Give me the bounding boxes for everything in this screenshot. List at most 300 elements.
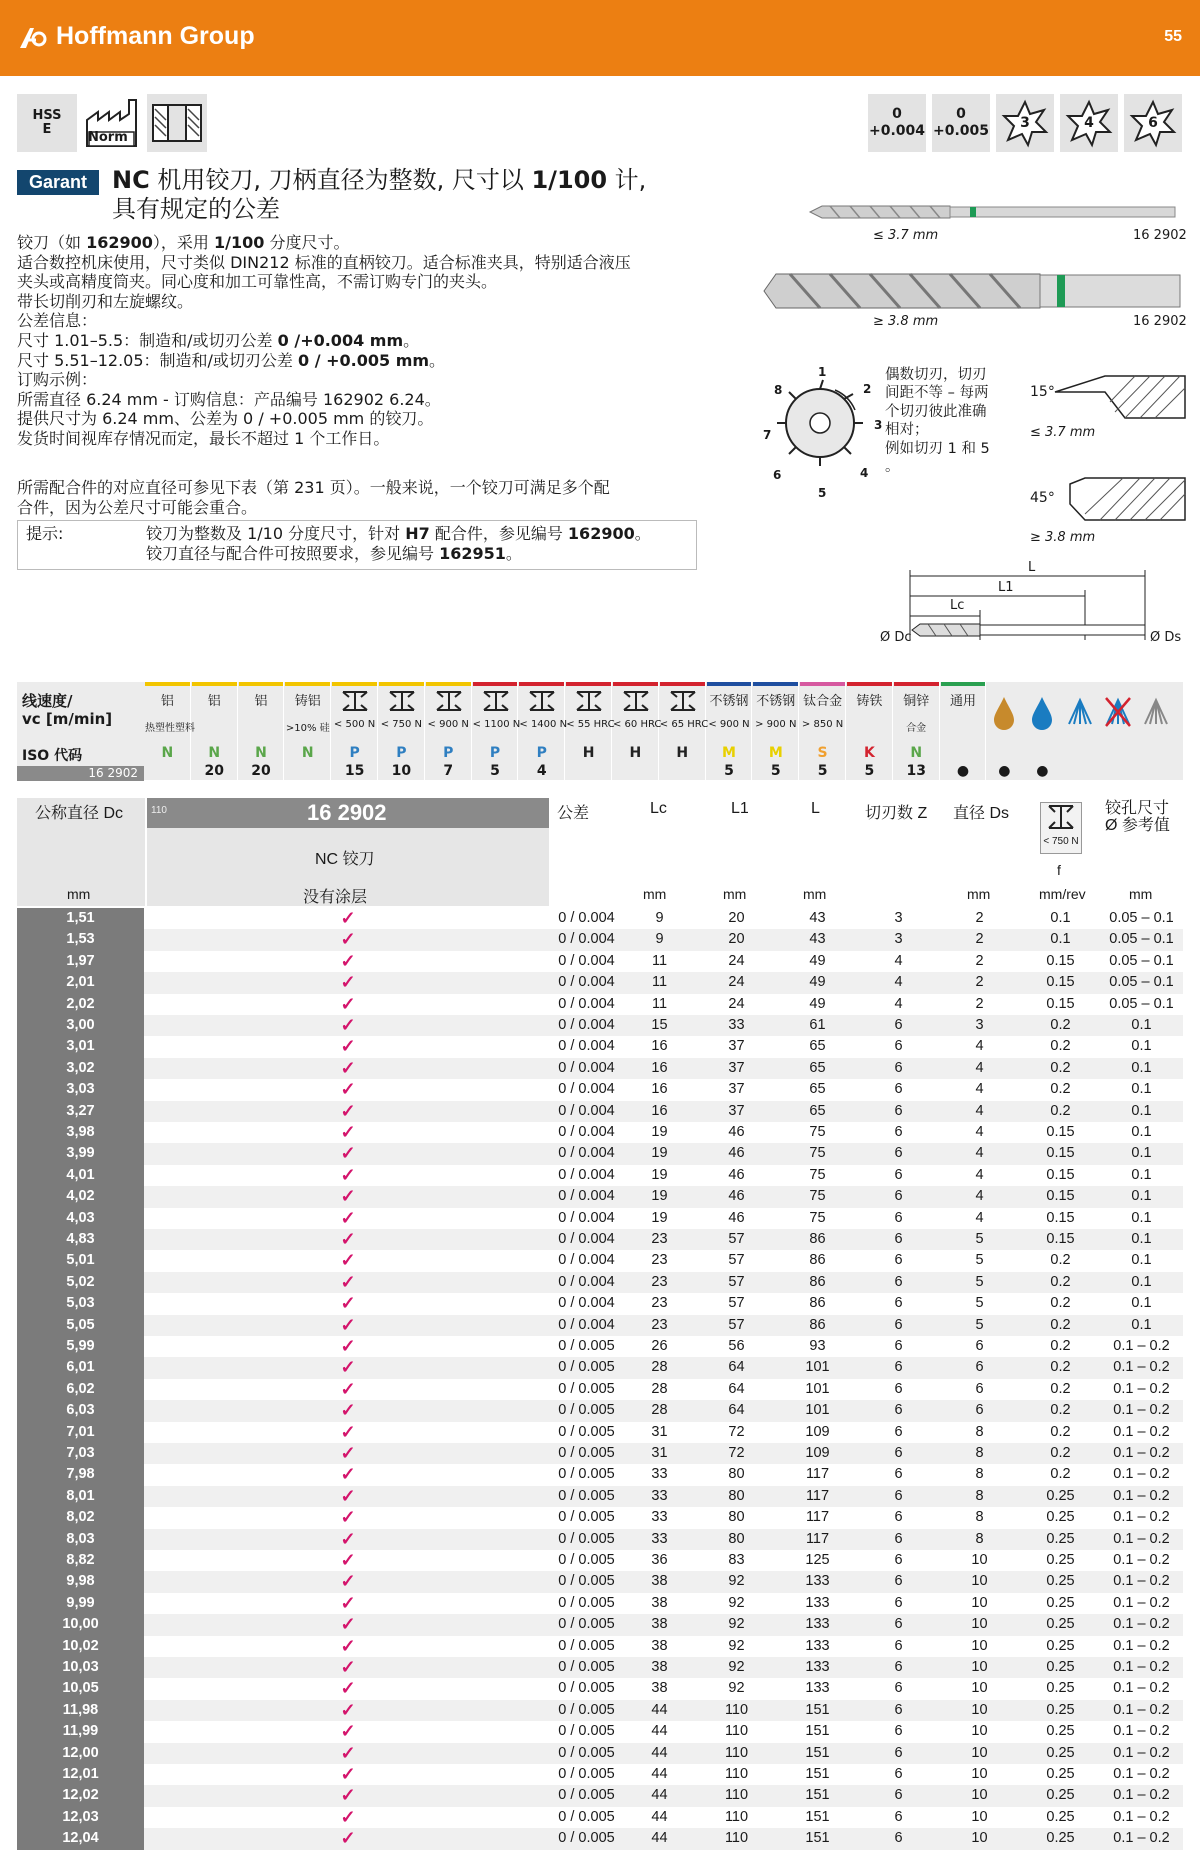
teeth-value: 6: [894, 1616, 903, 1633]
tolerance-value: 0 / 0.004: [558, 1209, 615, 1226]
cutting-speed-value: 10: [391, 763, 412, 779]
ds-value: 8: [975, 1509, 984, 1526]
availability-check-icon: ✓: [340, 908, 356, 928]
tool-large-label: ≥ 3.8 mm: [873, 314, 939, 329]
l-value: 65: [809, 1059, 826, 1076]
availability-check-icon: ✓: [340, 1721, 356, 1742]
hole-value: 0.1 – 0.2: [1113, 1808, 1170, 1825]
material-column: [941, 682, 987, 781]
table-row[interactable]: [17, 1807, 1183, 1828]
table-row[interactable]: [17, 929, 1183, 950]
l-value: 86: [809, 1231, 826, 1247]
norm-badge: [82, 94, 142, 152]
nominal-diameter: 5,02: [17, 1272, 144, 1293]
l-value: 86: [809, 1252, 826, 1269]
ds-value: 10: [971, 1744, 988, 1761]
l-value: 133: [805, 1637, 830, 1654]
speed-label: [22, 692, 112, 728]
hole-value: 0.1 – 0.2: [1113, 1830, 1170, 1847]
tolerance-max: +0.004: [868, 123, 925, 139]
desc-text: ），采用: [152, 233, 214, 252]
table-row[interactable]: [17, 1357, 1183, 1378]
lc-value: 44: [651, 1723, 668, 1740]
hole-value: 0.05 – 0.1: [1109, 952, 1174, 969]
ds-value: 8: [975, 1530, 984, 1547]
table-row[interactable]: [17, 1700, 1183, 1721]
nominal-diameter: 3,27: [17, 1101, 144, 1122]
iso-code: N: [910, 745, 923, 761]
ds-value: 6: [975, 1402, 984, 1419]
table-row[interactable]: [17, 972, 1183, 993]
chamfer-15-diagram: [1055, 372, 1185, 422]
table-row[interactable]: [17, 1422, 1183, 1443]
lc-value: 11: [651, 952, 668, 969]
table-row[interactable]: [17, 1464, 1183, 1485]
feed-value: 0.15: [1046, 1145, 1075, 1162]
lc-value: 23: [651, 1316, 668, 1333]
desc-bold: 0 /+0.004 mm: [277, 330, 404, 350]
tooth-number: 3: [874, 418, 883, 432]
hole-value: 0.1: [1131, 1188, 1152, 1205]
material-column: [426, 682, 472, 781]
ds-value: 10: [971, 1808, 988, 1825]
table-row[interactable]: [17, 1250, 1183, 1271]
lc-value: 19: [651, 1145, 668, 1162]
teeth-value: 6: [894, 1188, 903, 1205]
teeth-value: 6: [894, 1017, 903, 1033]
nominal-diameter: 11,99: [17, 1721, 144, 1742]
lc-value: 44: [651, 1744, 668, 1761]
steel-beam-icon: [622, 690, 650, 712]
nominal-diameter: 4,02: [17, 1186, 144, 1207]
nominal-diameter: 3,02: [17, 1058, 144, 1079]
l-value: 151: [805, 1766, 830, 1782]
hss-label: HSS: [32, 108, 62, 123]
hole-value: 0.1 – 0.2: [1113, 1637, 1170, 1654]
header-product-name: NC 铰刀: [315, 851, 375, 868]
feed-value: 0.2: [1050, 1081, 1071, 1098]
nominal-diameter: 12,04: [17, 1828, 144, 1849]
l-value: 117: [805, 1466, 830, 1483]
desc-line: 所需直径 6.24 mm - 订购信息：产品编号 162902 6.24。: [17, 389, 441, 409]
tolerance-value: 0 / 0.005: [558, 1445, 615, 1461]
desc-bold: 0 / +0.005 mm: [298, 350, 430, 370]
tolerance-min: 0: [892, 106, 902, 122]
hole-value: 0.1: [1131, 1102, 1152, 1119]
table-row[interactable]: [17, 1293, 1183, 1314]
teeth-value: 6: [894, 1402, 903, 1419]
header-feed: f: [1057, 862, 1061, 878]
table-row[interactable]: [17, 1272, 1183, 1293]
l-value: 49: [809, 974, 826, 991]
ds-value: 10: [971, 1766, 988, 1782]
l1-value: 80: [728, 1509, 745, 1526]
availability-check-icon: ✓: [340, 1207, 356, 1228]
l1-value: 46: [728, 1124, 745, 1140]
availability-check-icon: ✓: [340, 1057, 356, 1078]
dim-Dc: Ø Dc: [880, 630, 912, 645]
flute-count: 6: [1148, 114, 1158, 131]
material-spec: < 65 HRC: [659, 719, 709, 730]
desc-line: 提供尺寸为 6.24 mm、公差为 0 / +0.005 mm 的铰刀。: [17, 409, 434, 429]
ds-value: 6: [975, 1338, 984, 1354]
feed-value: 0.15: [1046, 1166, 1075, 1183]
iso-code: P: [536, 745, 547, 761]
lc-value: 28: [651, 1359, 668, 1376]
coolant-suitability: ●: [998, 763, 1011, 779]
table-row[interactable]: [17, 1764, 1183, 1785]
l1-value: 92: [728, 1680, 745, 1697]
nominal-diameter: 4,03: [17, 1208, 144, 1229]
dry-cutting-icon: [1103, 694, 1133, 730]
table-row[interactable]: [17, 1507, 1183, 1528]
description: [17, 233, 707, 449]
material-name: 铝: [207, 694, 221, 709]
feed-value: 0.2: [1050, 1295, 1071, 1312]
lc-value: 38: [651, 1594, 668, 1611]
reamer-small-image: [800, 196, 1185, 228]
feed-value: 0.2: [1050, 1445, 1071, 1461]
table-row[interactable]: [17, 1058, 1183, 1079]
tolerance-value: 0 / 0.005: [558, 1509, 615, 1526]
table-row[interactable]: [17, 1186, 1183, 1207]
teeth-value: 6: [894, 1338, 903, 1354]
availability-check-icon: ✓: [340, 1293, 356, 1314]
speed-product-code: 16 2902: [88, 766, 138, 780]
l1-value: 20: [728, 931, 745, 948]
material-band: [566, 682, 611, 686]
table-row[interactable]: [17, 1400, 1183, 1421]
l1-value: 80: [728, 1530, 745, 1547]
hole-value: 0.1 – 0.2: [1113, 1402, 1170, 1419]
table-row[interactable]: [17, 1315, 1183, 1336]
table-row[interactable]: [17, 1550, 1183, 1571]
ds-value: 10: [971, 1787, 988, 1804]
availability-check-icon: ✓: [340, 1271, 356, 1292]
table-row[interactable]: [17, 1079, 1183, 1100]
lc-value: 28: [651, 1402, 668, 1419]
steel-beam-icon: [669, 690, 697, 712]
tolerance-value: 0 / 0.004: [558, 974, 615, 991]
table-header: [17, 798, 1183, 906]
availability-check-icon: ✓: [340, 1550, 356, 1570]
teeth-value: 6: [894, 1766, 903, 1782]
nominal-diameter: 1,51: [17, 908, 144, 929]
cutting-speed-value: ●: [956, 763, 970, 779]
material-band: [800, 682, 845, 686]
l1-value: 110: [724, 1744, 749, 1761]
nominal-diameter: 5,05: [17, 1315, 144, 1336]
ds-value: 10: [971, 1830, 988, 1847]
material-band: [894, 682, 939, 686]
hole-value: 0.1 – 0.2: [1113, 1680, 1170, 1697]
table-row[interactable]: [17, 994, 1183, 1015]
hole-value: 0.1 – 0.2: [1113, 1616, 1170, 1633]
availability-check-icon: ✓: [340, 1614, 356, 1635]
table-row[interactable]: [17, 1743, 1183, 1764]
table-row[interactable]: [17, 1143, 1183, 1164]
table-row[interactable]: [17, 1657, 1183, 1678]
iso-code: N: [208, 745, 221, 761]
cutting-edge-note: [885, 366, 1015, 476]
table-row[interactable]: [17, 1828, 1183, 1849]
l-value: 86: [809, 1295, 826, 1312]
material-column: [753, 682, 799, 781]
lc-value: 16: [651, 1059, 668, 1076]
nominal-diameter: 6,01: [17, 1357, 144, 1378]
desc-line: 带长切削刃和左旋螺纹。: [17, 291, 194, 311]
table-row[interactable]: [17, 1036, 1183, 1057]
desc-line: 订购示例：: [17, 370, 98, 390]
teeth-value: 4: [894, 952, 903, 969]
ds-value: 10: [971, 1637, 988, 1654]
table-row[interactable]: [17, 1486, 1183, 1507]
availability-check-icon: ✓: [340, 1229, 356, 1249]
table-row[interactable]: [17, 1636, 1183, 1657]
material-name: 钛合金: [803, 694, 843, 709]
l1-value: 92: [728, 1637, 745, 1654]
table-row[interactable]: [17, 1336, 1183, 1357]
material-spec: < 900 N: [708, 719, 750, 730]
material-band: [660, 682, 705, 686]
material-band: [847, 682, 892, 686]
tolerance-value: 0 / 0.004: [558, 1124, 615, 1140]
nominal-diameter: 12,03: [17, 1807, 144, 1828]
nominal-diameter: 9,99: [17, 1593, 144, 1614]
table-row[interactable]: [17, 1015, 1183, 1036]
hole-value: 0.1 – 0.2: [1113, 1744, 1170, 1761]
norm-label: Norm: [88, 130, 128, 145]
teeth-value: 4: [894, 974, 903, 991]
material-band: [707, 682, 752, 686]
material-column: [285, 682, 331, 781]
brand-name: Hoffmann Group: [56, 22, 255, 50]
material-band: [613, 682, 658, 686]
iso-code: N: [255, 745, 267, 761]
desc-text: 尺寸 5.51–12.05：制造和/或切刃公差: [17, 350, 298, 370]
desc-bold: 162900: [86, 233, 153, 252]
material-column: [659, 682, 709, 781]
table-row[interactable]: [17, 908, 1183, 929]
table-row[interactable]: [17, 1785, 1183, 1806]
l-value: 86: [809, 1316, 826, 1333]
availability-check-icon: ✓: [340, 1036, 356, 1057]
l-value: 65: [809, 1102, 826, 1119]
table-row[interactable]: [17, 1529, 1183, 1550]
flute-count-3-badge: [996, 94, 1054, 152]
availability-check-icon: ✓: [340, 929, 356, 950]
availability-check-icon: ✓: [340, 1357, 356, 1378]
availability-check-icon: ✓: [340, 1400, 356, 1421]
feed-value: 0.2: [1050, 1338, 1071, 1354]
iso-code: S: [817, 745, 828, 761]
header-tolerance: 公差: [557, 805, 590, 822]
nominal-diameter: 10,03: [17, 1657, 144, 1678]
nominal-diameter: 4,01: [17, 1165, 144, 1186]
l-value: 43: [809, 910, 826, 926]
material-name: 铸铝: [294, 694, 321, 709]
table-row[interactable]: [17, 1165, 1183, 1186]
feed-value: 0.2: [1050, 1316, 1071, 1333]
steel-beam-icon: [482, 690, 510, 712]
l-value: 151: [805, 1808, 830, 1825]
tooth-number: 2: [863, 382, 872, 396]
teeth-value: 6: [894, 1637, 903, 1654]
availability-check-icon: ✓: [340, 1122, 356, 1142]
table-row[interactable]: [17, 1101, 1183, 1122]
availability-check-icon: ✓: [340, 950, 356, 971]
table-row[interactable]: [17, 1678, 1183, 1699]
chamfer-45-diagram: [1055, 474, 1185, 524]
tolerance-value: 0 / 0.005: [558, 1787, 615, 1804]
header-hole: [1105, 800, 1170, 834]
cutting-speed-value: 7: [443, 763, 454, 779]
header-unit-mm: mm: [67, 886, 91, 902]
l-value: 75: [809, 1188, 826, 1205]
cutting-speed-value: 4: [536, 763, 547, 779]
l-value: 133: [805, 1659, 830, 1675]
page-title: [112, 166, 752, 224]
l1-value: 110: [724, 1830, 749, 1847]
l1-value: 46: [728, 1145, 745, 1162]
feed-value: 0.2: [1050, 1017, 1071, 1033]
availability-check-icon: ✓: [340, 1764, 356, 1784]
desc-fit-line: 合件，因为公差尺寸可能会重合。: [17, 497, 258, 517]
hole-value: 0.1: [1131, 1145, 1152, 1162]
table-row[interactable]: [17, 1208, 1183, 1229]
tooth-number: 8: [774, 383, 783, 397]
teeth-value: 6: [894, 1209, 903, 1226]
hint-bold: 162900: [567, 524, 635, 543]
lc-value: 11: [651, 974, 668, 991]
tolerance-value: 0 / 0.005: [558, 1530, 615, 1547]
table-row[interactable]: [17, 1443, 1183, 1464]
feed-value: 0.15: [1046, 974, 1075, 991]
nominal-diameter: 2,01: [17, 972, 144, 993]
l-value: 151: [805, 1830, 830, 1847]
teeth-value: 6: [894, 1573, 903, 1590]
table-row[interactable]: [17, 1593, 1183, 1614]
lc-value: 19: [651, 1124, 668, 1140]
tolerance-value: 0 / 0.005: [558, 1594, 615, 1611]
feed-value: 0.25: [1046, 1808, 1075, 1825]
feed-value: 0.25: [1046, 1659, 1075, 1675]
material-spec: > 900 N: [755, 719, 797, 730]
teeth-value: 6: [894, 1659, 903, 1675]
ds-value: 5: [975, 1316, 984, 1333]
note-line: 个切刃彼此准确: [885, 403, 987, 420]
ds-value: 10: [971, 1659, 988, 1675]
table-row[interactable]: [17, 1122, 1183, 1143]
ds-value: 4: [975, 1059, 984, 1076]
feed-value: 0.25: [1046, 1637, 1075, 1654]
desc-line: 公差信息：: [17, 311, 98, 331]
l1-value: 72: [728, 1423, 745, 1440]
hole-header-line: Ø 参考值: [1105, 817, 1170, 834]
speed-product-cell: [17, 766, 144, 781]
feed-value: 0.2: [1050, 1059, 1071, 1076]
lc-value: 28: [651, 1380, 668, 1397]
dim-Ds: Ø Ds: [1150, 630, 1182, 645]
lc-value: 15: [651, 1017, 668, 1033]
tolerance-value: 0 / 0.005: [558, 1723, 615, 1740]
ds-value: 5: [975, 1295, 984, 1312]
l-value: 117: [805, 1487, 830, 1504]
feed-value: 0.2: [1050, 1102, 1071, 1119]
lc-value: 23: [651, 1231, 668, 1247]
teeth-value: 6: [894, 1787, 903, 1804]
l1-value: 64: [728, 1359, 745, 1376]
table-row[interactable]: [17, 1379, 1183, 1400]
material-spec: > 850 N: [801, 719, 844, 730]
hole-value: 0.1 – 0.2: [1113, 1701, 1170, 1718]
lc-value: 19: [651, 1188, 668, 1205]
l-value: 151: [805, 1787, 830, 1804]
teeth-value: 6: [894, 1680, 903, 1697]
tolerance-value: 0 / 0.005: [558, 1766, 615, 1782]
teeth-value: 6: [894, 1701, 903, 1718]
table-row[interactable]: [17, 1571, 1183, 1592]
tool-small-label: ≤ 3.7 mm: [873, 228, 939, 243]
l-value: 49: [809, 995, 826, 1012]
iso-code-label: ISO 代码: [22, 748, 83, 764]
nominal-diameter: 12,01: [17, 1764, 144, 1785]
lc-value: 38: [651, 1637, 668, 1654]
iso-code: P: [396, 745, 407, 761]
header-product-no: 16 2902: [307, 800, 387, 825]
feed-value: 0.1: [1050, 910, 1071, 926]
table-row[interactable]: [17, 1721, 1183, 1742]
lc-value: 16: [651, 1038, 668, 1055]
tolerance-value: 0 / 0.005: [558, 1573, 615, 1590]
table-row[interactable]: [17, 1229, 1183, 1250]
hint-text: [146, 524, 651, 564]
hole-value: 0.1 – 0.2: [1113, 1659, 1170, 1675]
ds-value: 10: [971, 1680, 988, 1697]
nominal-diameter: 8,03: [17, 1529, 144, 1550]
title-line2: 具有规定的公差: [112, 195, 280, 223]
tolerance-value: 0 / 0.005: [558, 1680, 615, 1697]
hole-value: 0.1 – 0.2: [1113, 1766, 1170, 1782]
availability-check-icon: ✓: [340, 972, 356, 993]
table-row[interactable]: [17, 951, 1183, 972]
title-line1-end: 计,: [607, 166, 647, 194]
lc-value: 31: [651, 1445, 668, 1461]
l-value: 86: [809, 1273, 826, 1290]
ds-value: 4: [975, 1166, 984, 1183]
tolerance-value: 0 / 0.005: [558, 1380, 615, 1397]
hole-header-line: 铰孔尺寸: [1105, 800, 1170, 817]
table-row[interactable]: [17, 1614, 1183, 1635]
material-column: [145, 682, 195, 781]
material-column: [613, 682, 662, 781]
tolerance-badge-005: [932, 94, 990, 152]
material-column: [332, 682, 378, 781]
availability-check-icon: ✓: [340, 1678, 356, 1699]
desc-text: 铰刀（如: [17, 233, 87, 252]
availability-check-icon: ✓: [340, 1143, 356, 1164]
availability-check-icon: ✓: [340, 1314, 356, 1335]
material-spec: >10% 硅: [285, 723, 330, 734]
tolerance-value: 0 / 0.005: [558, 1552, 615, 1568]
material-column: [894, 682, 940, 781]
l-value: 133: [805, 1616, 830, 1633]
ds-value: 5: [975, 1252, 984, 1269]
steel-beam-icon: [575, 690, 603, 712]
hole-value: 0.1: [1131, 1252, 1152, 1269]
l1-value: 80: [728, 1487, 745, 1504]
feed-value: 0.25: [1046, 1830, 1075, 1847]
